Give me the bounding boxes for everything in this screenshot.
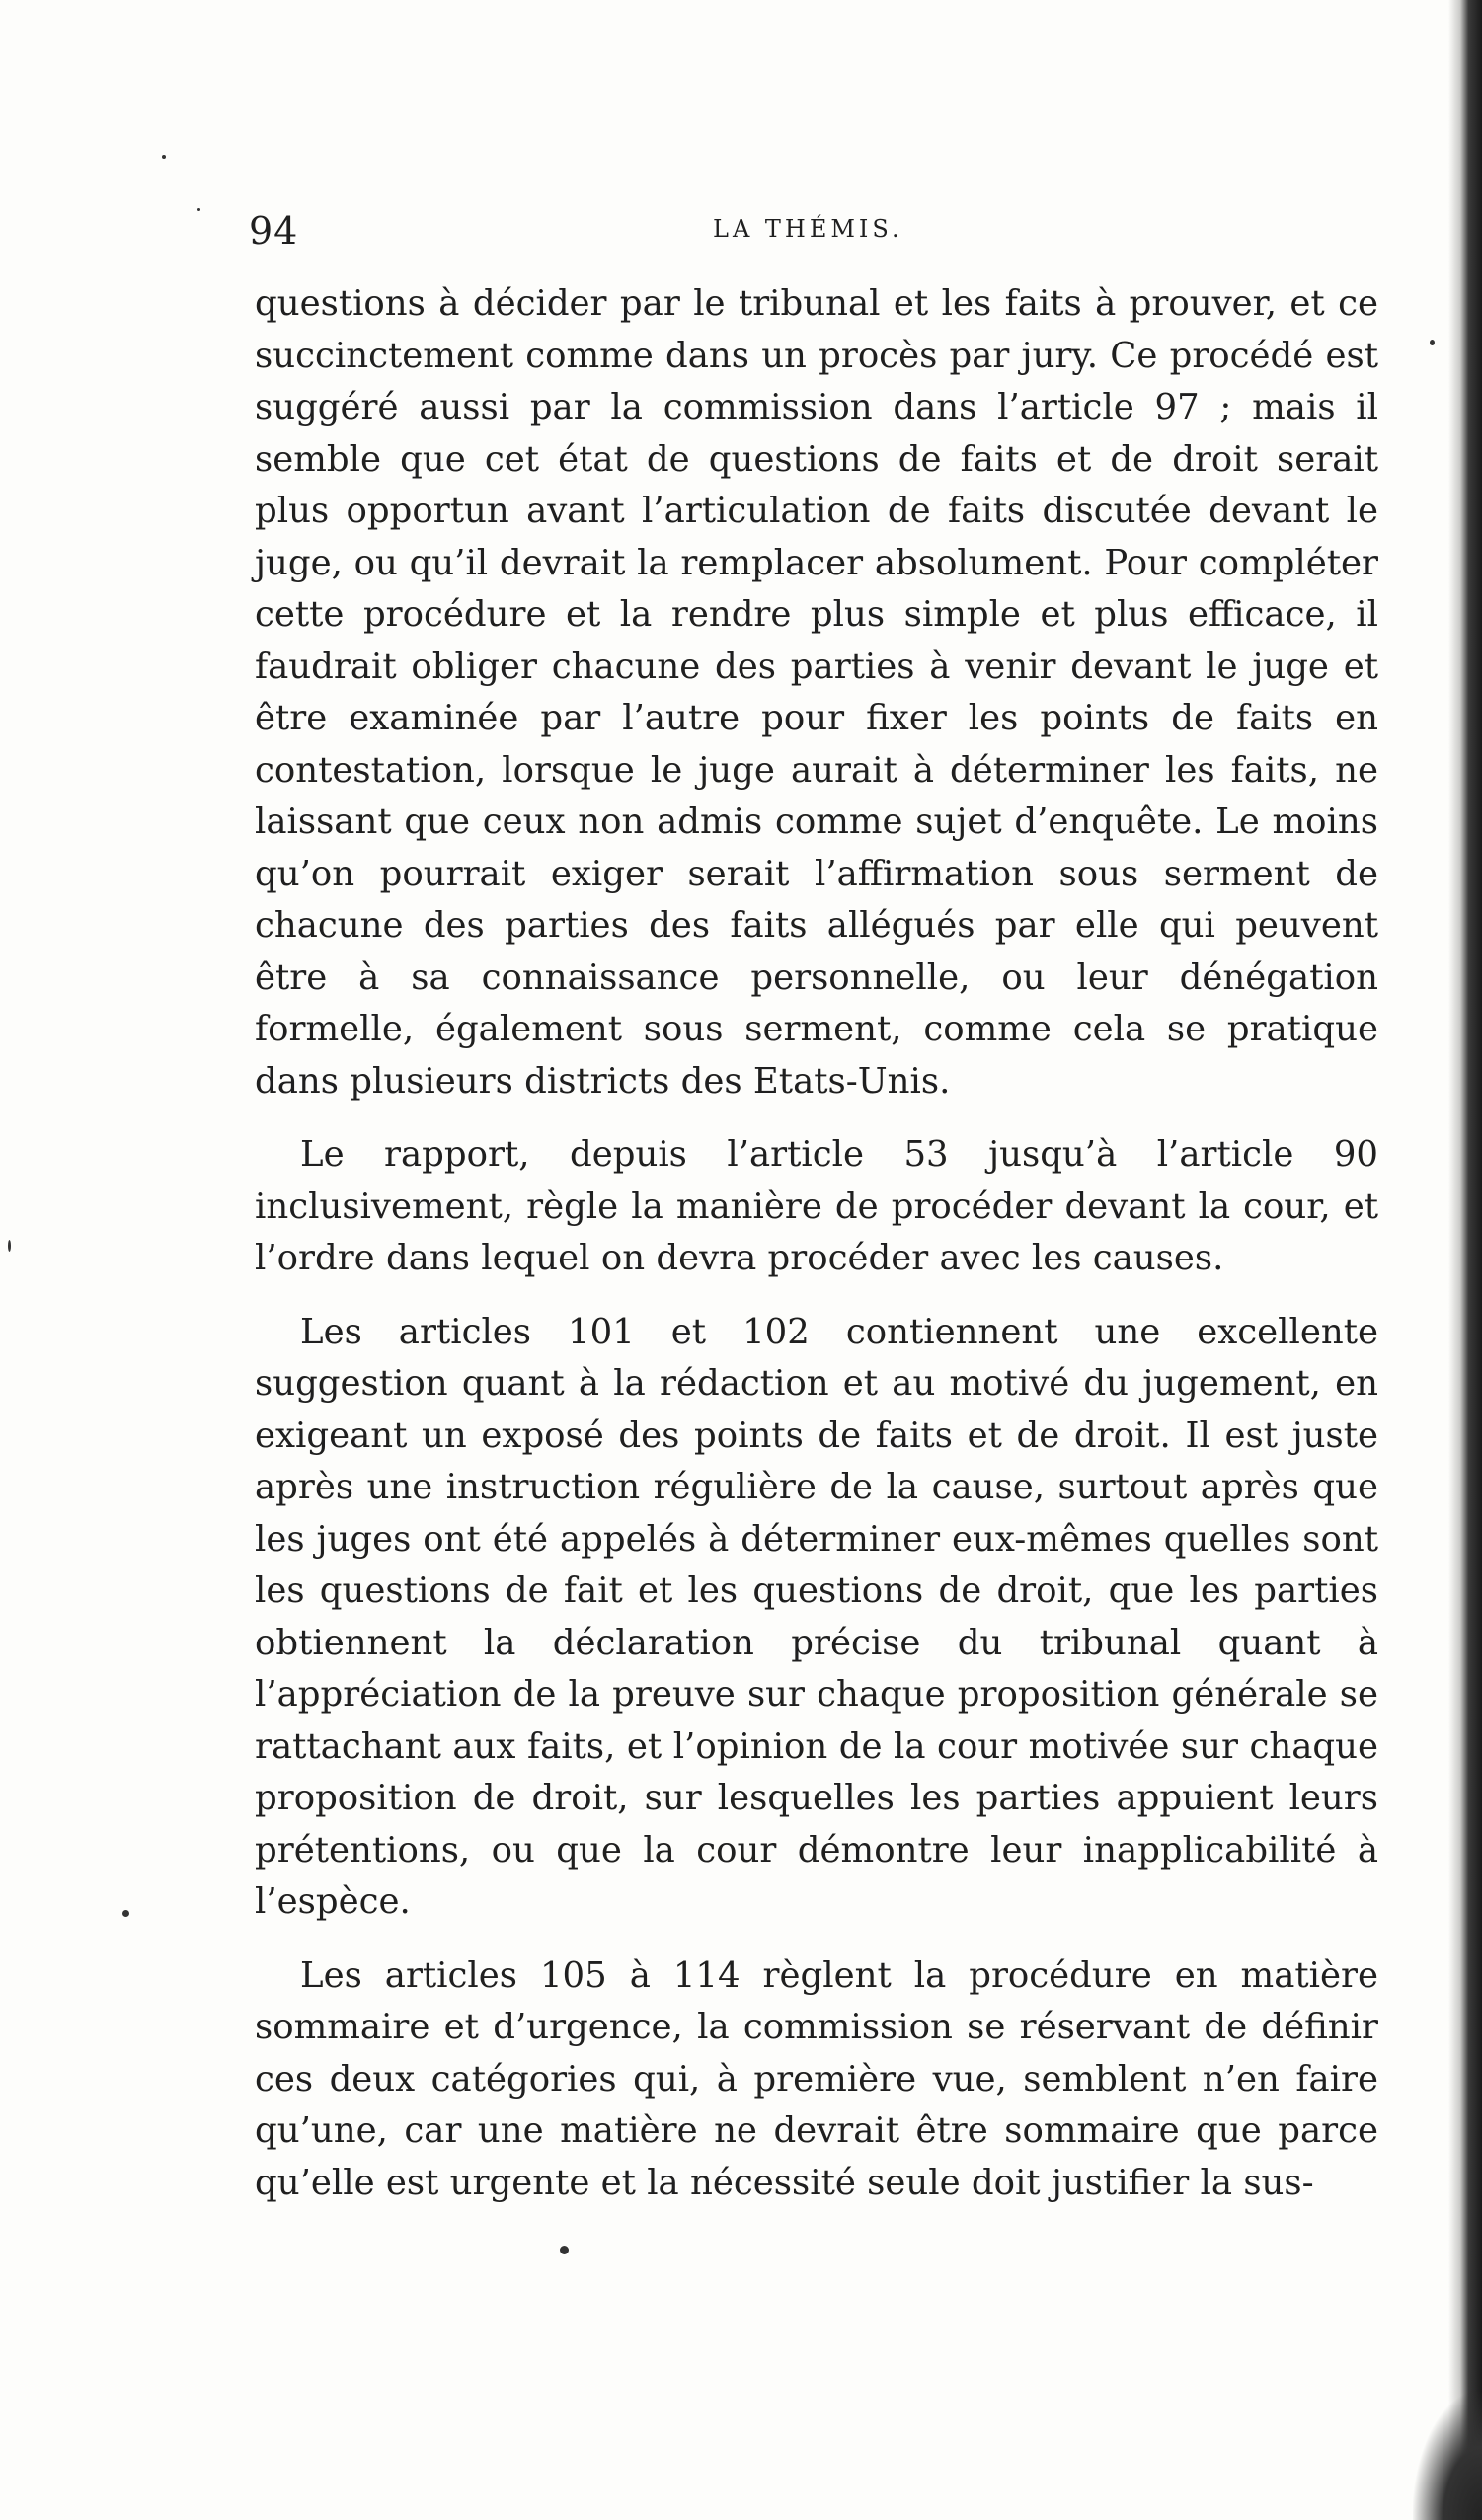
body-text [255, 278, 1378, 2209]
paragraph-4: Les articles 105 à 114 règlent la procédure en matière sommaire et d’urgence, la commission se réservant de définir ces deux catégories qui, à première vue, semblent n’en faire qu’une, car une matière ne devrait être sommaire que parce qu’elle est urgente et la nécessité seule doit justifier la sus- [255, 1954, 1378, 2203]
paragraph-2: Le rapport, depuis l’article 53 jusqu’à l’article 90 inclusivement, règle la manière de procéder devant la cour, et l’ordre dans lequel on devra procéder avec les causes. [255, 1134, 1378, 1278]
running-title: LA THÉMIS. [713, 215, 903, 243]
scan-speck [560, 2246, 569, 2254]
page-edge-shadow [1448, 0, 1482, 2520]
scan-speck [1430, 340, 1435, 345]
scan-speck [122, 1910, 129, 1917]
page-number: 94 [249, 209, 299, 253]
page-header [249, 209, 1394, 259]
page-corner-curl [1413, 2392, 1482, 2520]
paragraph-1: questions à décider par le tribunal et les faits à prouver, et ce succinctement comme dans un procès par jury. Ce procédé est suggéré aussi par la commission dans l’article 97 ; mais il semble que cet état de questions de faits et de droit serait plus opportun avant l’articulation de faits discutée devant le juge, ou qu’il devrait la remplacer absolument. Pour compléter cette procédure et la rendre plus simple et plus efficace, il faudrait obliger chacune des parties à venir devant le juge et être examinée par l’autre pour fixer les points de faits en contestation, lorsque le juge aurait à déterminer les faits, ne laissant que ceux non admis comme sujet d’enquête. Le moins qu’on pourrait exiger serait l’affirmation sous serment de chacune des parties des faits allégués par elle qui peuvent être à sa connaissance personnelle, ou leur dénégation formelle, également sous serment, comme cela se pratique dans plusieurs districts des Etats-Unis. [255, 283, 1378, 1102]
scan-speck [162, 155, 166, 159]
paragraph-3: Les articles 101 et 102 contiennent une excellente suggestion quant à la rédaction et au motivé du jugement, en exigeant un exposé des points de faits et de droit. Il est juste après une instruction régulière de la cause, surtout après que les juges ont été appelés à déterminer eux-mêmes quelles sont les questions de fait et les questions de droit, que les parties obtiennent la déclaration précise du tribunal quant à l’appréciation de la preuve sur chaque proposition générale se rattachant aux faits, et l’opinion de la cour motivée sur chaque proposition de droit, sur lesquelles les parties appuient leurs prétentions, ou que la cour démontre leur inapplicabilité à l’espèce. [255, 1311, 1378, 1922]
scan-speck [8, 1240, 11, 1252]
scan-speck [197, 208, 200, 211]
